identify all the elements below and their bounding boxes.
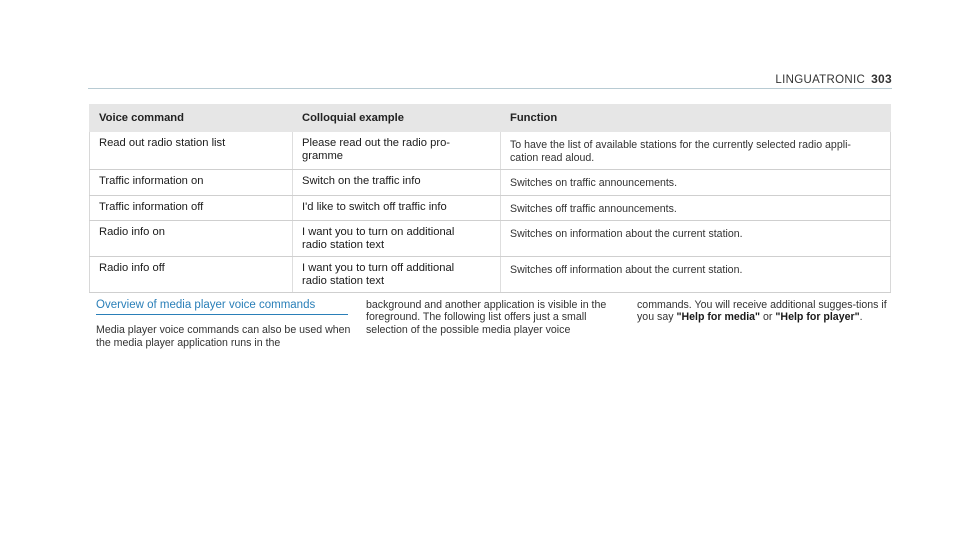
voice-command-table — [89, 104, 891, 293]
header-colloquial-example: Colloquial example — [293, 105, 501, 132]
text-column-2 — [366, 299, 618, 336]
col2-paragraph: background and another application is visible in the foreground. The following list offers just a small selection of the possible media player voice — [366, 299, 607, 336]
col3-text-c: . — [859, 311, 863, 324]
text-column-3 — [637, 299, 892, 324]
header-rule — [88, 88, 892, 89]
page-number: 303 — [871, 72, 892, 86]
page-header — [775, 72, 892, 86]
cell-colloquial: Please read out the radio pro- gramme — [293, 132, 501, 170]
table-row — [90, 195, 891, 221]
table-header-row — [90, 105, 891, 132]
cell-colloquial: I'd like to switch off traffic info — [293, 195, 501, 221]
section-name: LINGUATRONIC — [775, 74, 866, 86]
cell-colloquial: I want you to turn on additional radio station text — [293, 221, 501, 257]
cell-colloquial: Switch on the traffic info — [293, 170, 501, 196]
table-row — [90, 170, 891, 196]
cell-function: Switches off traffic announcements. — [501, 195, 891, 221]
cell-voice: Radio info on — [90, 221, 293, 257]
table-row — [90, 132, 891, 170]
cell-function: Switches on traffic announcements. — [501, 170, 891, 196]
help-for-media-command: "Help for media" — [676, 311, 761, 324]
cell-function: To have the list of available stations for the currently selected radio appli- cation read aloud. — [501, 132, 891, 170]
overview-section-title: Overview of media player voice commands — [96, 299, 348, 315]
cell-voice: Read out radio station list — [90, 132, 293, 170]
cell-function: Switches on information about the current station. — [501, 221, 891, 257]
table-row — [90, 257, 891, 293]
cell-colloquial: I want you to turn off additional radio station text — [293, 257, 501, 293]
col3-text-b: or — [760, 311, 776, 324]
help-for-player-command: "Help for player" — [775, 311, 860, 324]
header-function: Function — [501, 105, 891, 132]
cell-voice: Traffic information on — [90, 170, 293, 196]
col3-text-a: commands. You will receive additional sugges-tions if you say — [637, 299, 887, 324]
header-voice-command: Voice command — [90, 105, 293, 132]
col1-paragraph: Media player voice commands can also be used when the media player application runs in the — [96, 324, 351, 349]
table-row — [90, 221, 891, 257]
cell-voice: Traffic information off — [90, 195, 293, 221]
text-column-1 — [96, 299, 352, 349]
cell-function: Switches off information about the current station. — [501, 257, 891, 293]
cell-voice: Radio info off — [90, 257, 293, 293]
